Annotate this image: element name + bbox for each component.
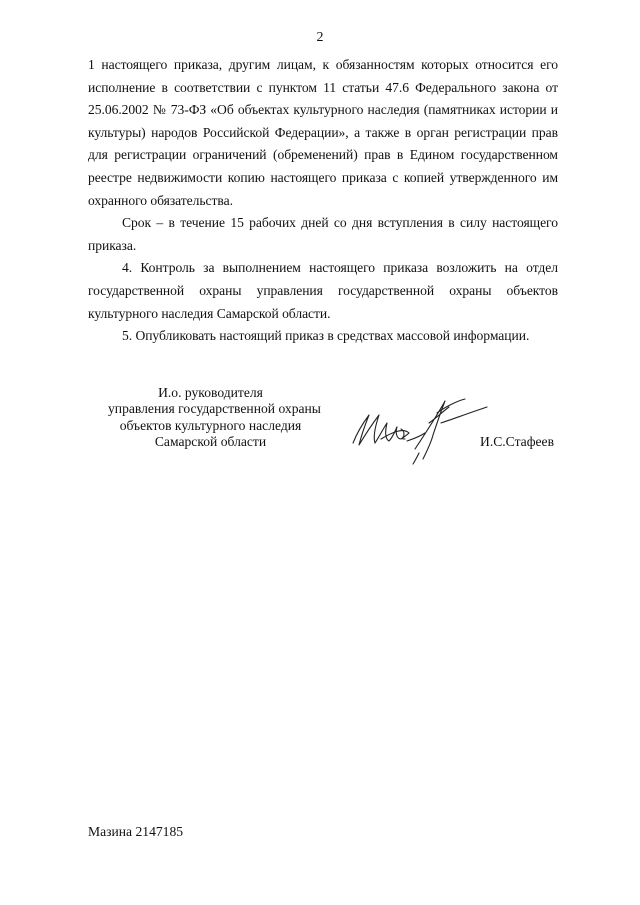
position-line: управления государственной охраны: [108, 401, 321, 417]
signatory-position: [108, 385, 321, 451]
page-number: 2: [316, 30, 324, 45]
position-line: И.о. руководителя: [158, 385, 263, 400]
document-body: [88, 54, 558, 348]
position-line: объектов культурного наследия: [119, 417, 302, 433]
paragraph-continuation: 1 настоящего приказа, другим лицам, к обязанностям которых относится его исполнение в соответствии с пунктом 11 статьи 47.6 Федерального закона от 25.06.2002 № 73-ФЗ «Об объектах культурного наследия (памятниках истории и культуры) народов Российской Федерации», а также в орган регистрации прав для регистрации ограничений (обременений) прав в Едином государственном реестре недвижимости копию настоящего приказа с копией утвержденного им охранного обязательства.: [88, 57, 558, 208]
paragraph-item-5: 5. Опубликовать настоящий приказ в средствах массовой информации.: [122, 328, 530, 344]
paragraph-deadline: Срок – в течение 15 рабочих дней со дня вступления в силу настоящего приказа.: [88, 215, 558, 253]
position-line: Самарской области: [154, 434, 267, 450]
executor-info: Мазина 2147185: [88, 824, 184, 839]
paragraph-item-4: 4. Контроль за выполнением настоящего приказа возложить на отдел государственной охраны управления государственной охраны объектов культурного наследия Самарской области.: [88, 260, 558, 321]
handwritten-signature: [345, 393, 495, 465]
signer-name: И.С.Стафеев: [480, 434, 555, 449]
